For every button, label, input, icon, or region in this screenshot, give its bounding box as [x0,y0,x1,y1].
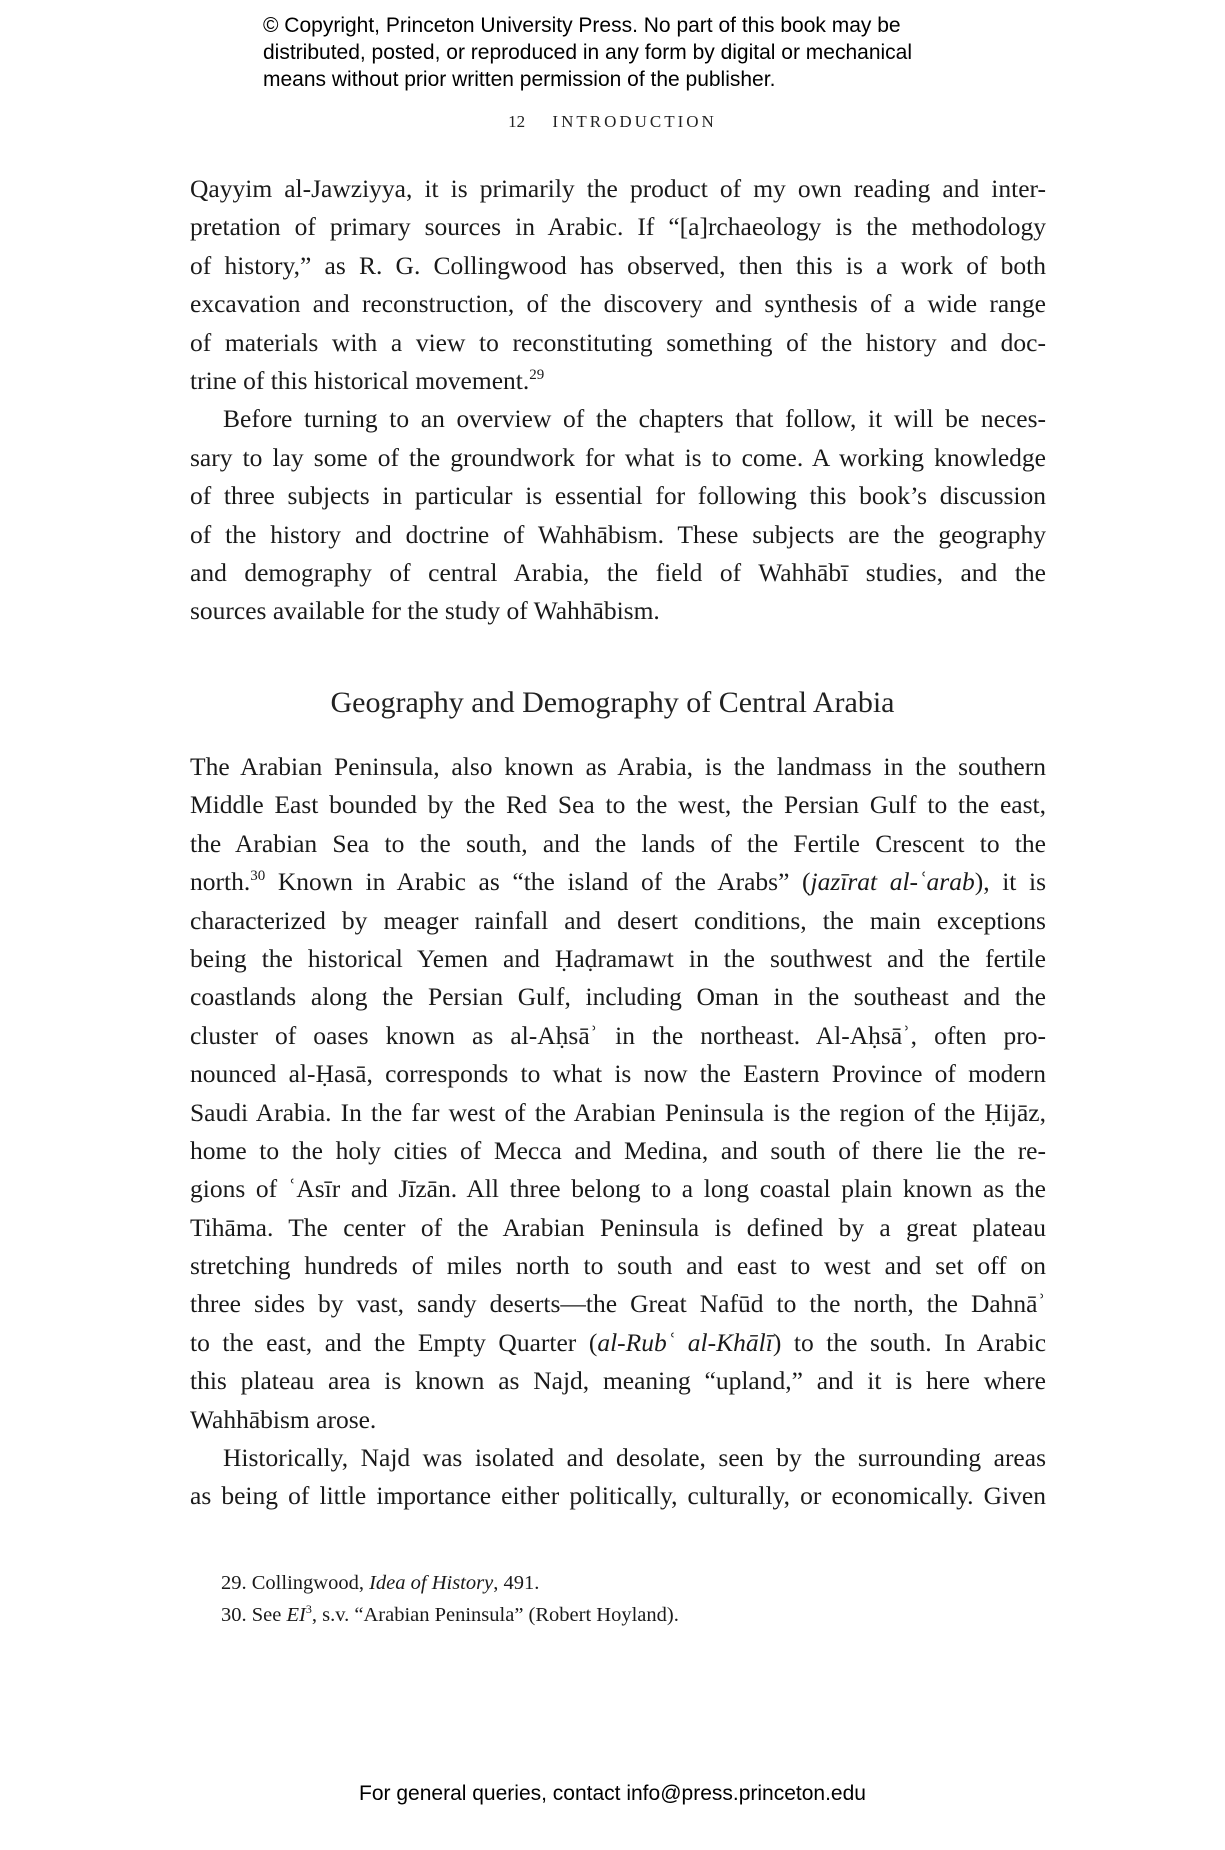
text-run: as being of little importance either politically, culturally, or economically. Given [190,1481,1046,1511]
text-run: nounced al-Ḥasā, corresponds to what is now the Eastern Province of modern [190,1059,1046,1089]
footer-contact: For general queries, contact info@press.princeton.edu [359,1782,866,1805]
running-head [0,112,1225,132]
text-line [190,554,1046,592]
italic-text: EI [286,1604,306,1626]
text-run: Middle East bounded by the Red Sea to the west, the Persian Gulf to the east, [190,790,1046,820]
text-run: characterized by meager rainfall and desert conditions, the main exceptions [190,905,1046,935]
footnote-ref: 29 [529,366,545,383]
text-run: Tihāma. The center of the Arabian Peninsula is defined by a great plateau [190,1212,1046,1242]
text-line [190,940,1046,978]
text-run: cluster of oases known as al-Aḥsāʾ in the northeast. Al-Aḥsāʾ, often pro- [190,1020,1046,1050]
section-heading: Geography and Demography of Central Arabia [330,686,895,719]
text-run: excavation and reconstruction, of the discovery and synthesis of a wide range [190,289,1046,319]
text-line [190,863,1046,901]
footnote-ref: 3 [305,1602,312,1616]
text-line [190,516,1046,554]
text-run: ) to the south. In Arabic [772,1327,1047,1357]
text-line [190,1477,1046,1515]
text-line [190,285,1046,323]
text-run: , s.v. “Arabian Peninsula” (Robert Hoyland). [311,1604,679,1626]
text-run: , 491. [493,1572,540,1594]
page-number: 12 [508,112,526,131]
text-line [190,1132,1046,1170]
text-line [190,1209,1046,1247]
text-line [190,1401,1046,1439]
text-run: Known in Arabic as “the island of the Arabs” ( [265,867,811,897]
text-line [190,902,1046,940]
italic-text: Idea of History [369,1572,494,1594]
text-run: stretching hundreds of miles north to south and east to west and set off on [190,1251,1046,1281]
text-line [190,170,1046,208]
italic-text: al-Rubʿ al-Khālī [597,1327,773,1357]
text-line [190,400,1046,438]
text-run: north. [190,867,251,897]
paragraph [190,170,1046,400]
text-line [190,1362,1046,1400]
footnote [221,1599,679,1631]
text-line [190,247,1046,285]
text-run: Historically, Najd was isolated and desolate, seen by the surrounding areas [223,1443,1046,1473]
text-run: The Arabian Peninsula, also known as Arabia, is the landmass in the southern [190,752,1046,781]
text-run: of three subjects in particular is essential for following this book’s discussion [190,481,1046,511]
copyright-line: © Copyright, Princeton University Press. No part of this book may be [263,14,901,37]
text-line [190,324,1046,362]
text-run: of the history and doctrine of Wahhābism. These subjects are the geography [190,519,1046,549]
text-run: Qayyim al-Jawziyya, it is primarily the product of my own reading and inter- [190,174,1046,203]
text-line [190,592,1046,630]
text-line [190,1439,1046,1477]
body-text-bottom [190,748,1046,1516]
text-run: 29. Collingwood, [221,1572,370,1594]
copyright-line: distributed, posted, or reproduced in any form by digital or mechanical [263,41,913,64]
italic-text: jazīrat al-ʿarab [810,867,975,897]
text-run: Wahhābism arose. [190,1404,377,1434]
footnote [221,1567,679,1599]
paragraph [190,400,1046,630]
footnotes [221,1567,679,1631]
paragraph [190,1439,1046,1516]
text-line [190,1055,1046,1093]
text-line [190,1324,1046,1362]
text-run: pretation of primary sources in Arabic. If “[a]rchaeology is the methodology [190,212,1046,242]
text-run: home to the holy cities of Mecca and Medina, and south of there lie the re- [190,1135,1046,1165]
text-line [190,439,1046,477]
text-run: and demography of central Arabia, the field of Wahhābī studies, and the [190,557,1046,587]
copyright-notice [263,12,912,93]
text-line [190,208,1046,246]
text-run: gions of ʿAsīr and Jīzān. All three belong to a long coastal plain known as the [190,1174,1046,1204]
text-run: the Arabian Sea to the south, and the lands of the Fertile Crescent to the [190,828,1046,858]
text-run: sources available for the study of Wahhābism. [190,596,660,626]
text-line [190,786,1046,824]
text-line [190,825,1046,863]
text-run: Before turning to an overview of the chapters that follow, it will be neces- [223,404,1046,434]
text-line [190,1094,1046,1132]
text-run: being the historical Yemen and Ḥaḍramawt in the southwest and the fertile [190,943,1046,973]
text-run: this plateau area is known as Najd, meaning “upland,” and it is here where [190,1366,1046,1396]
text-line [190,1170,1046,1208]
text-run: of materials with a view to reconstituting something of the history and doc- [190,327,1046,357]
text-line [190,978,1046,1016]
footnote-ref: 30 [250,868,266,885]
text-line [190,362,1046,400]
body-text-top [190,170,1046,631]
text-line [190,748,1046,786]
text-run: to the east, and the Empty Quarter ( [190,1327,598,1357]
copyright-line: means without prior written permission of the publisher. [263,68,776,91]
chapter-title: INTRODUCTION [552,112,717,131]
text-run: ), it is [974,867,1047,897]
paragraph [190,748,1046,1439]
text-run: coastlands along the Persian Gulf, including Oman in the southeast and the [190,982,1046,1012]
text-line [190,1285,1046,1323]
text-run: sary to lay some of the groundwork for what is to come. A working knowledge [190,442,1046,472]
text-run: of history,” as R. G. Collingwood has observed, then this is a work of both [190,250,1046,280]
text-line [190,477,1046,515]
text-run: three sides by vast, sandy deserts—the Great Nafūd to the north, the Dahnāʾ [190,1289,1046,1319]
text-run: Saudi Arabia. In the far west of the Arabian Peninsula is the region of the Ḥijāz, [190,1097,1046,1127]
text-run: trine of this historical movement. [190,365,530,395]
text-line [190,1017,1046,1055]
text-line [190,1247,1046,1285]
text-run: 30. See [221,1604,287,1626]
